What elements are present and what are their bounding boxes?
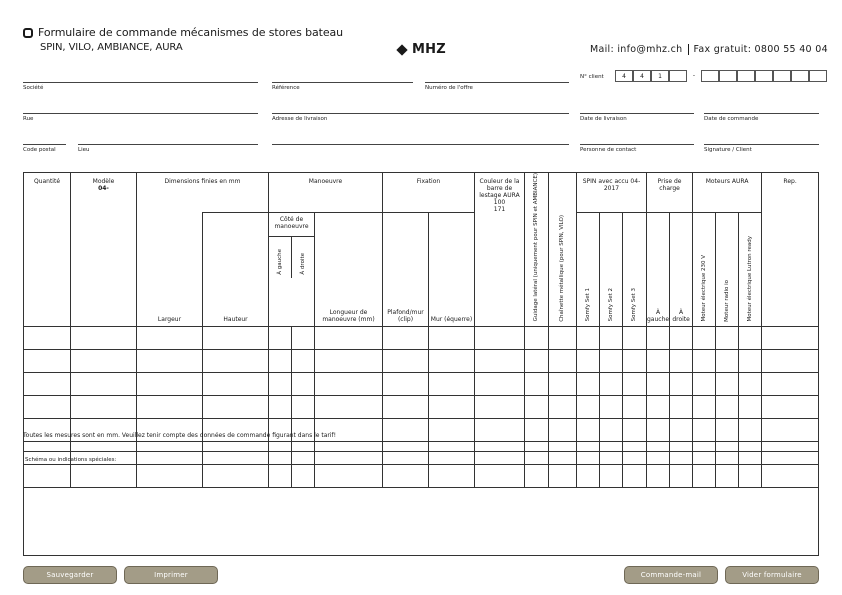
col-prise-charge: Prise de charge xyxy=(647,173,693,213)
col-spin-accu: SPIN avec accu 04-2017 xyxy=(577,173,647,213)
table-cell-input[interactable] xyxy=(549,373,577,396)
table-cell-input[interactable] xyxy=(137,327,203,350)
contact-fax: Fax gratuit: 0800 55 40 04 xyxy=(693,44,828,55)
delivery-address-label: Adresse de livraison xyxy=(272,116,328,122)
reference-label: Référence xyxy=(272,85,300,91)
col-quantite: Quantité xyxy=(24,173,71,327)
table-cell-input[interactable] xyxy=(137,350,203,373)
table-row xyxy=(24,327,819,350)
table-cell-input[interactable] xyxy=(269,350,292,373)
table-cell-input[interactable] xyxy=(623,327,647,350)
client-digit-box[interactable] xyxy=(669,70,687,82)
col-prise-gauche: À gauche xyxy=(647,213,670,327)
delivery-date-label: Date de livraison xyxy=(580,116,627,122)
col-moteur-radio: Moteur radio io xyxy=(716,213,739,327)
client-digit-box[interactable] xyxy=(773,70,791,82)
col-somfy3: Somfy Set 3 xyxy=(623,213,647,327)
table-cell-input[interactable] xyxy=(71,396,137,419)
table-cell-input[interactable] xyxy=(762,327,819,350)
table-cell-input[interactable] xyxy=(269,373,292,396)
table-cell-input[interactable] xyxy=(525,350,549,373)
table-cell-input[interactable] xyxy=(577,373,600,396)
special-notes-label: Schéma ou indications spéciales: xyxy=(25,457,117,463)
col-hauteur: Hauteur xyxy=(203,213,269,327)
table-cell-input[interactable] xyxy=(670,327,693,350)
table-cell-input[interactable] xyxy=(475,327,525,350)
contact-person-label: Personne de contact xyxy=(580,147,637,153)
table-cell-input[interactable] xyxy=(693,373,716,396)
client-digit-box[interactable] xyxy=(791,70,809,82)
contact-mail: Mail: info@mhz.ch xyxy=(590,44,683,55)
table-cell-input[interactable] xyxy=(739,396,762,419)
table-cell-input[interactable] xyxy=(525,327,549,350)
delivery-date-input[interactable] xyxy=(580,113,694,114)
table-cell-input[interactable] xyxy=(203,350,269,373)
table-cell-input[interactable] xyxy=(600,350,623,373)
table-cell-input[interactable] xyxy=(269,327,292,350)
client-digit-box[interactable]: - xyxy=(692,72,696,79)
table-cell-input[interactable] xyxy=(383,350,429,373)
table-cell-input[interactable] xyxy=(292,373,315,396)
table-row xyxy=(24,396,819,419)
client-digit-box[interactable] xyxy=(719,70,737,82)
order-table xyxy=(23,172,819,488)
societe-label: Société xyxy=(23,85,44,91)
rue-label: Rue xyxy=(23,116,34,122)
table-cell-input[interactable] xyxy=(693,350,716,373)
table-cell-input[interactable] xyxy=(762,419,819,442)
col-a-gauche: À gauche xyxy=(269,237,292,278)
col-plafond-mur: Plafond/mur (clip) xyxy=(383,213,429,327)
lieu-input[interactable] xyxy=(78,144,258,145)
table-cell-input[interactable] xyxy=(670,396,693,419)
table-cell-input[interactable] xyxy=(647,350,670,373)
order-date-label: Date de commande xyxy=(704,116,759,122)
table-cell-input[interactable] xyxy=(739,350,762,373)
modele-code: 04- xyxy=(98,185,109,192)
reference-input[interactable] xyxy=(272,82,413,83)
table-cell-input[interactable] xyxy=(315,396,383,419)
table-cell-input[interactable] xyxy=(525,373,549,396)
table-cell-input[interactable] xyxy=(762,396,819,419)
client-digit-box[interactable]: 4 xyxy=(633,70,651,82)
lieu-label: Lieu xyxy=(78,147,90,153)
clear-form-button[interactable]: Vider formulaire xyxy=(725,566,819,584)
special-notes-textarea[interactable] xyxy=(23,451,819,556)
table-cell-input[interactable] xyxy=(24,350,71,373)
table-cell-input[interactable] xyxy=(292,327,315,350)
col-moteur-lutron: Moteur électrique Lutron ready xyxy=(739,213,762,327)
table-cell-input[interactable] xyxy=(429,327,475,350)
col-a-droite: À droite xyxy=(299,253,306,275)
signature-label: Signature / Client xyxy=(704,147,752,153)
table-cell-input[interactable] xyxy=(383,373,429,396)
table-cell-input[interactable] xyxy=(383,396,429,419)
table-cell-input[interactable] xyxy=(315,350,383,373)
col-largeur: Largeur xyxy=(137,213,203,327)
col-modele: Modèle 04- xyxy=(71,173,137,327)
col-guidage: Guidage latéral (uniquement pour SPIN et AMBIANCE) xyxy=(525,173,549,327)
table-cell-input[interactable] xyxy=(693,419,716,442)
table-cell-input[interactable] xyxy=(577,350,600,373)
table-cell-input[interactable] xyxy=(647,327,670,350)
col-somfy2: Somfy Set 2 xyxy=(600,213,623,327)
table-cell-input[interactable] xyxy=(525,396,549,419)
table-cell-input[interactable] xyxy=(623,419,647,442)
form-title xyxy=(23,26,343,53)
title-main: Formulaire de commande mécanismes de stores bateau xyxy=(38,26,344,39)
col-moteurs-aura: Moteurs AURA xyxy=(693,173,762,213)
table-cell-input[interactable] xyxy=(647,419,670,442)
delivery-address-input[interactable] xyxy=(272,113,569,114)
table-cell-input[interactable] xyxy=(577,396,600,419)
table-cell-input[interactable] xyxy=(71,350,137,373)
table-cell-input[interactable] xyxy=(600,396,623,419)
table-cell-input[interactable] xyxy=(24,373,71,396)
table-cell-input[interactable] xyxy=(475,350,525,373)
table-cell-input[interactable] xyxy=(137,373,203,396)
table-cell-input[interactable] xyxy=(203,327,269,350)
col-prise-droite: À droite xyxy=(670,213,693,327)
measure-note: Toutes les mesures sont en mm. Veuillez tenir compte des données de commande figurant dans le tarif! xyxy=(23,432,337,439)
postal-code-label: Code postal xyxy=(23,147,56,153)
client-number-label: N° client xyxy=(580,74,604,80)
table-cell-input[interactable] xyxy=(315,327,383,350)
col-longueur: Longueur de manoeuvre (mm) xyxy=(315,213,383,327)
client-digit-box[interactable] xyxy=(701,70,719,82)
client-digit-box[interactable]: 4 xyxy=(615,70,633,82)
rue-input[interactable] xyxy=(23,113,258,114)
table-cell-input[interactable] xyxy=(577,327,600,350)
table-cell-input[interactable] xyxy=(647,373,670,396)
col-moteur-230: Moteur électrique 230 V xyxy=(693,213,716,327)
client-digit-box[interactable]: 1 xyxy=(651,70,669,82)
col-cote-manoeuvre: Côté de manoeuvre À gauche À droite xyxy=(269,213,315,327)
table-cell-input[interactable] xyxy=(549,419,577,442)
table-cell-input[interactable] xyxy=(475,396,525,419)
logo-text: MHZ xyxy=(412,42,446,57)
offer-number-input[interactable] xyxy=(425,82,569,83)
diamond-icon xyxy=(396,44,407,55)
societe-input[interactable] xyxy=(23,82,258,83)
table-cell-input[interactable] xyxy=(693,327,716,350)
table-cell-input[interactable] xyxy=(429,396,475,419)
table-cell-input[interactable] xyxy=(716,350,739,373)
client-digit-box[interactable] xyxy=(809,70,827,82)
table-cell-input[interactable] xyxy=(739,419,762,442)
brand-logo xyxy=(398,42,446,57)
table-cell-input[interactable] xyxy=(670,373,693,396)
client-digit-box[interactable] xyxy=(755,70,773,82)
client-digit-box[interactable] xyxy=(737,70,755,82)
table-cell-input[interactable] xyxy=(71,327,137,350)
postal-code-input[interactable] xyxy=(23,144,66,145)
col-manoeuvre: Manoeuvre xyxy=(269,173,383,213)
table-cell-input[interactable] xyxy=(549,327,577,350)
col-couleur-barre: Couleur de la barre de lestage AURA 100 171 xyxy=(475,173,525,327)
table-cell-input[interactable] xyxy=(24,327,71,350)
col-mur-equerre: Mur (équerre) xyxy=(429,213,475,327)
table-cell-input[interactable] xyxy=(475,419,525,442)
table-cell-input[interactable] xyxy=(623,350,647,373)
title-subtitle: SPIN, VILO, AMBIANCE, AURA xyxy=(40,42,183,53)
table-cell-input[interactable] xyxy=(647,396,670,419)
table-cell-input[interactable] xyxy=(549,396,577,419)
contact-info xyxy=(590,44,828,55)
table-cell-input[interactable] xyxy=(203,373,269,396)
table-row xyxy=(24,373,819,396)
table-cell-input[interactable] xyxy=(623,396,647,419)
offer-number-label: Numéro de l'offre xyxy=(425,85,473,91)
contact-person-input[interactable] xyxy=(580,144,694,145)
col-somfy1: Somfy Set 1 xyxy=(577,213,600,327)
table-cell-input[interactable] xyxy=(670,419,693,442)
table-cell-input[interactable] xyxy=(600,327,623,350)
table-cell-input[interactable] xyxy=(693,396,716,419)
table-cell-input[interactable] xyxy=(203,396,269,419)
table-cell-input[interactable] xyxy=(525,419,549,442)
table-cell-input[interactable] xyxy=(600,373,623,396)
table-cell-input[interactable] xyxy=(762,373,819,396)
table-cell-input[interactable] xyxy=(549,350,577,373)
col-chainette: Chaînette métallique (pour SPIN, VILO) xyxy=(549,173,577,327)
table-cell-input[interactable] xyxy=(716,327,739,350)
table-cell-input[interactable] xyxy=(475,373,525,396)
table-cell-input[interactable] xyxy=(739,327,762,350)
col-rep: Rep. xyxy=(762,173,819,327)
table-cell-input[interactable] xyxy=(292,350,315,373)
table-row xyxy=(24,350,819,373)
table-cell-input[interactable] xyxy=(429,373,475,396)
col-fixation: Fixation xyxy=(383,173,475,213)
contact-divider xyxy=(688,44,689,55)
table-cell-input[interactable] xyxy=(762,350,819,373)
mail-order-button[interactable]: Commande-mail xyxy=(624,566,718,584)
table-cell-input[interactable] xyxy=(137,396,203,419)
delivery-address-line2-input[interactable] xyxy=(272,144,569,145)
table-cell-input[interactable] xyxy=(71,373,137,396)
table-cell-input[interactable] xyxy=(716,419,739,442)
table-cell-input[interactable] xyxy=(716,396,739,419)
table-cell-input[interactable] xyxy=(670,350,693,373)
signature-input[interactable] xyxy=(704,144,819,145)
table-cell-input[interactable] xyxy=(269,396,292,419)
table-cell-input[interactable] xyxy=(383,327,429,350)
table-cell-input[interactable] xyxy=(429,419,475,442)
table-cell-input[interactable] xyxy=(383,419,429,442)
print-button[interactable]: Imprimer xyxy=(124,566,218,584)
table-cell-input[interactable] xyxy=(716,373,739,396)
checkbox-icon xyxy=(23,28,33,38)
table-cell-input[interactable] xyxy=(577,419,600,442)
table-cell-input[interactable] xyxy=(623,373,647,396)
table-cell-input[interactable] xyxy=(739,373,762,396)
order-date-input[interactable] xyxy=(704,113,819,114)
table-cell-input[interactable] xyxy=(292,396,315,419)
table-cell-input[interactable] xyxy=(600,419,623,442)
save-button[interactable]: Sauvegarder xyxy=(23,566,117,584)
table-cell-input[interactable] xyxy=(315,373,383,396)
couleur-codes: 100 171 xyxy=(493,199,506,213)
table-cell-input[interactable] xyxy=(24,396,71,419)
table-cell-input[interactable] xyxy=(429,350,475,373)
col-dimensions: Dimensions finies en mm xyxy=(137,173,269,213)
